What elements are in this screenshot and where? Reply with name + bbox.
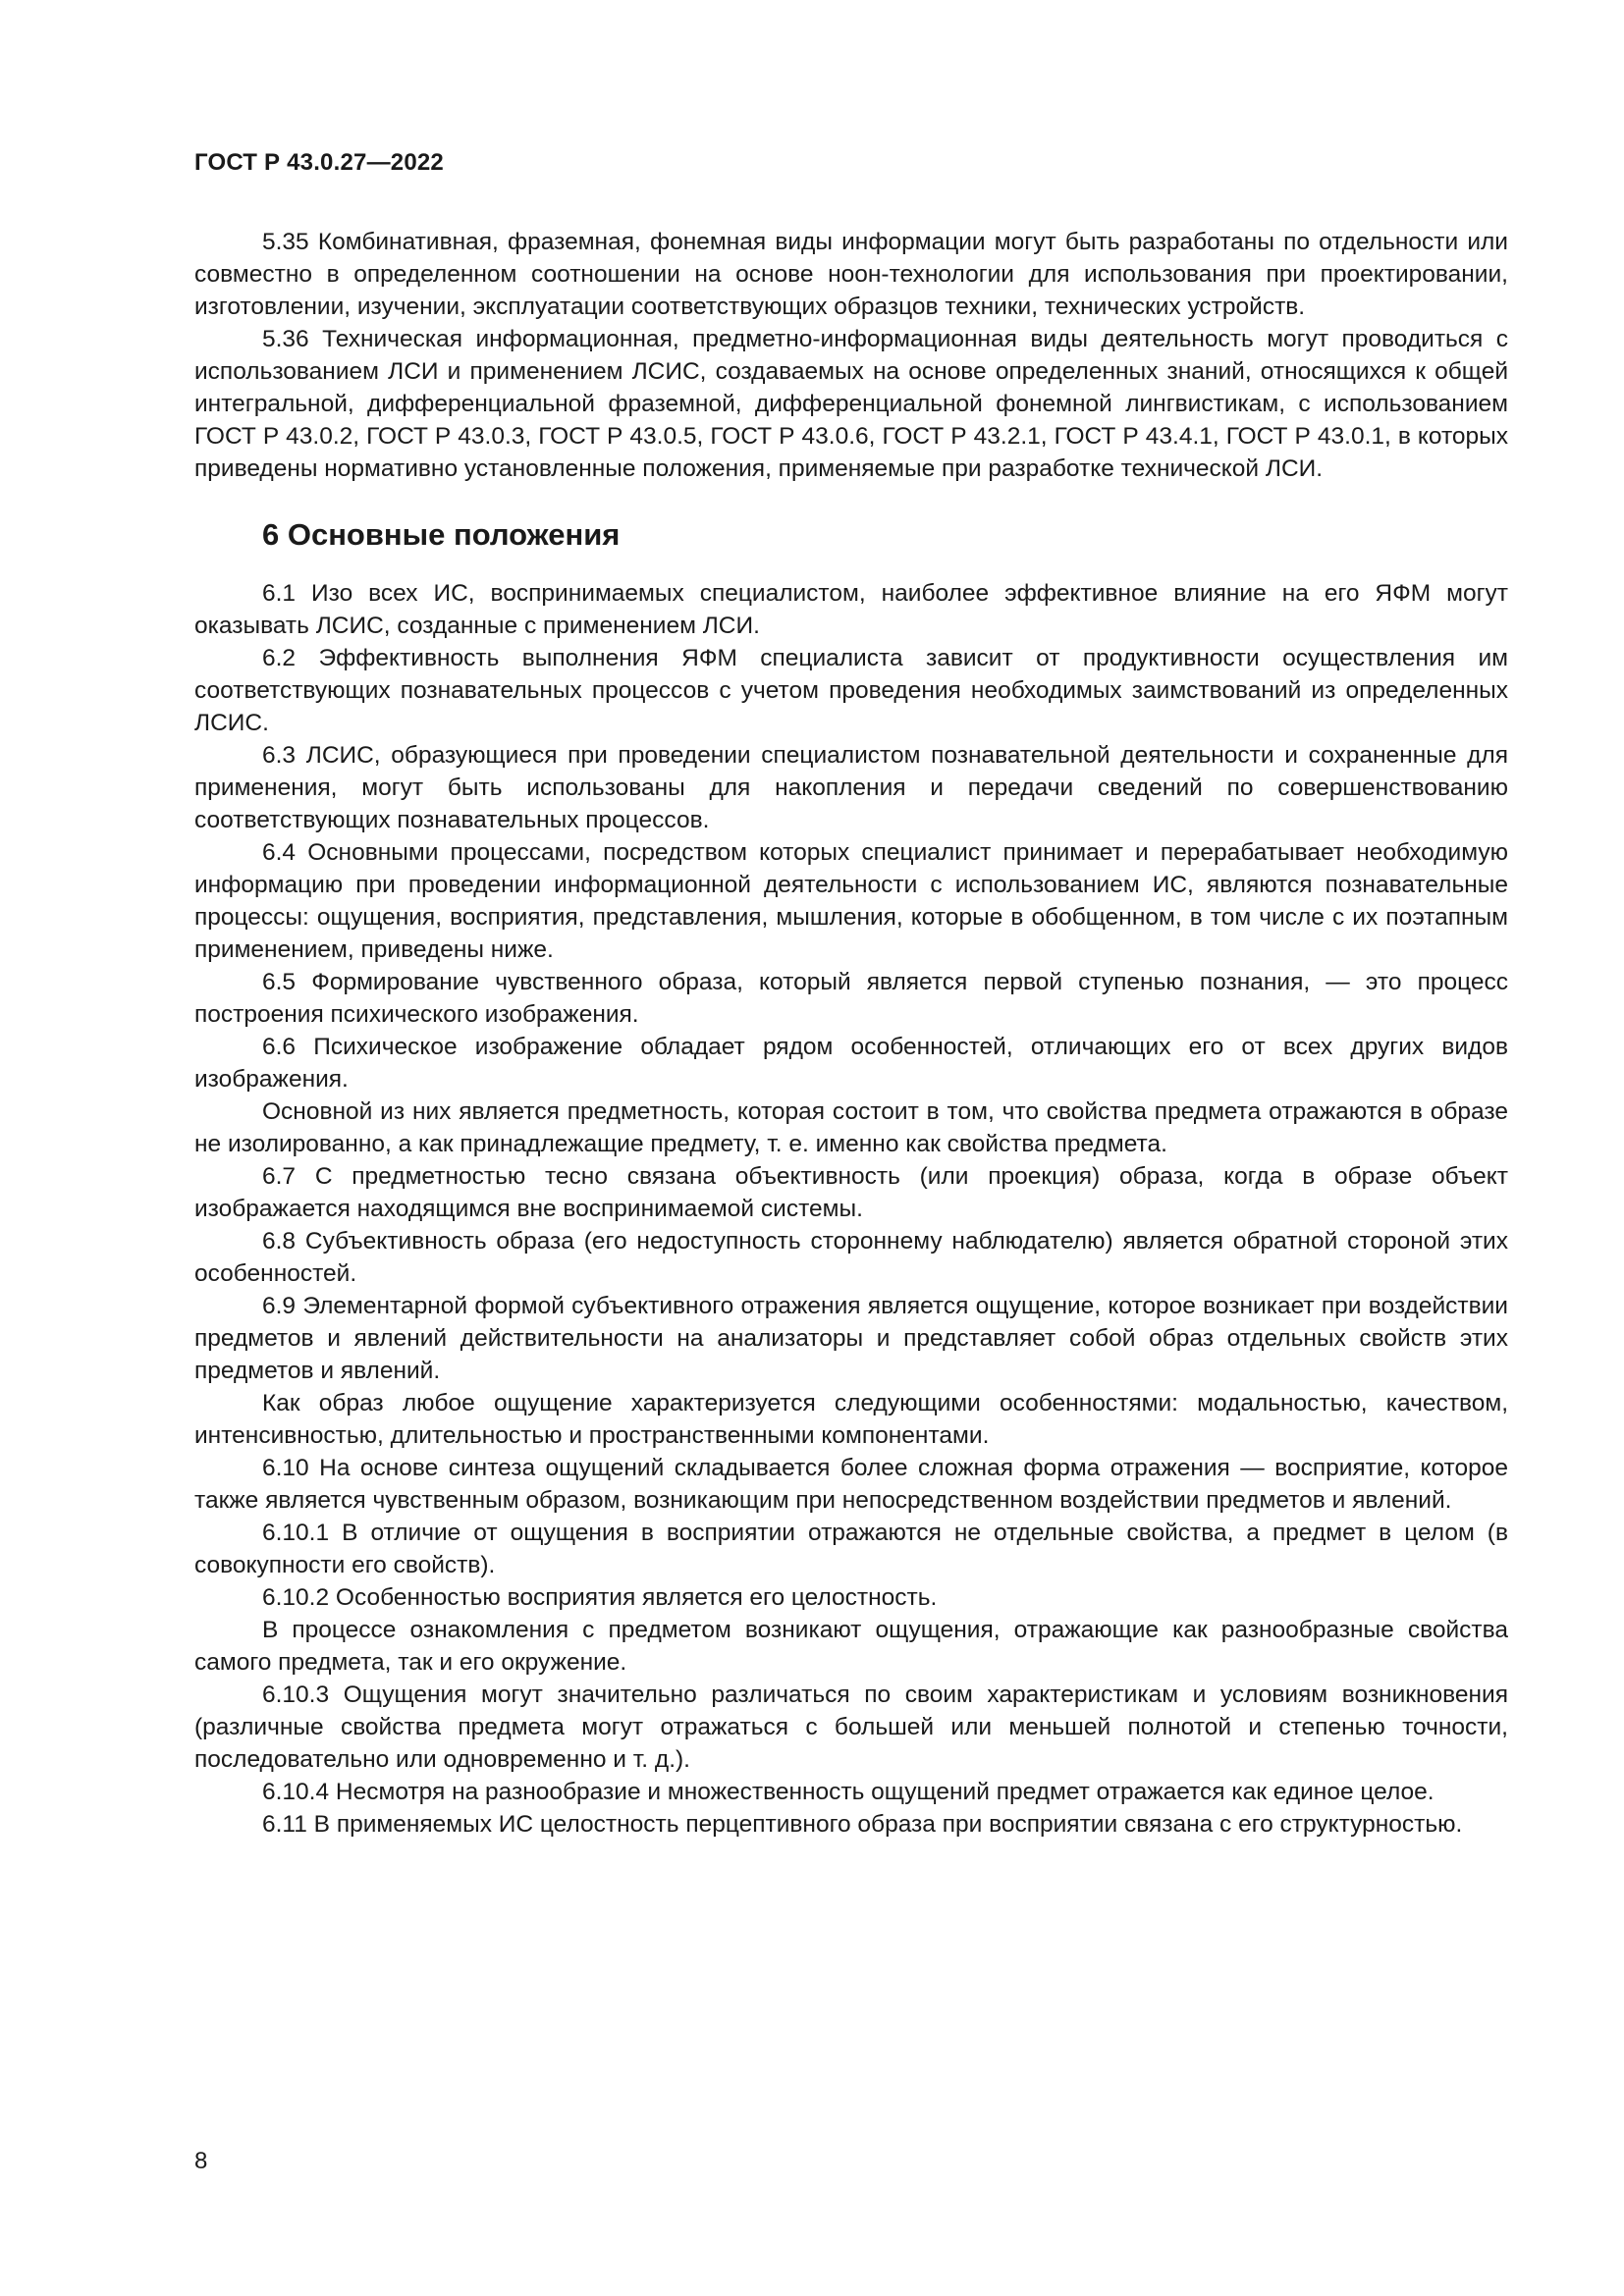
paragraph-6-6-continued: Основной из них является предметность, которая состоит в том, что свойства предмета отражаются в образе не изолированно, а как принадлежащие предмету, т. е. именно как свойства предмета. [194, 1098, 1508, 1157]
paragraph-6-10-4: 6.10.4 Несмотря на разнообразие и множественность ощущений предмет отражается как единое целое. [262, 1779, 1435, 1805]
page-number: 8 [194, 2148, 208, 2174]
paragraph-6-9: 6.9 Элементарной формой субъективного отражения является ощущение, которое возникает при воздействии предметов и явлений действительности на анализаторы и представляет собой образ отдельных свойств этих предметов и явлений. [194, 1293, 1508, 1384]
paragraph-6-4: 6.4 Основными процессами, посредством которых специалист принимает и перерабатывает необходимую информацию при проведении информационной деятельности с использованием ИС, являются познавательные процессы: ощущения, восприятия, представления, мышления, которые в обобщенном, в том числе с их поэтапным применением, приведены ниже. [194, 839, 1508, 963]
paragraph-6-11: 6.11 В применяемых ИС целостность перцептивного образа при восприятии связана с его структурностью. [262, 1811, 1463, 1838]
paragraph-6-10-2-continued: В процессе ознакомления с предметом возникают ощущения, отражающие как разнообразные свойства самого предмета, так и его окружение. [194, 1617, 1508, 1676]
paragraph-5-35: 5.35 Комбинативная, фраземная, фонемная виды информации могут быть разработаны по отдельности или совместно в определенном соотношении на основе ноон-технологии для использования при проектировании, изготовлении, изучении, эксплуатации соответствующих образцов техники, технических устройств. [194, 229, 1508, 320]
paragraph-6-5: 6.5 Формирование чувственного образа, который является первой ступенью познания, — это процесс построения психического изображения. [194, 969, 1508, 1028]
paragraph-6-7: 6.7 С предметностью тесно связана объективность (или проекция) образа, когда в образе объект изображается находящимся вне воспринимаемой системы. [194, 1163, 1508, 1222]
document-body [194, 226, 1508, 1841]
paragraph-6-8: 6.8 Субъективность образа (его недоступность стороннему наблюдателю) является обратной стороной этих особенностей. [194, 1228, 1508, 1287]
paragraph-6-10: 6.10 На основе синтеза ощущений складывается более сложная форма отражения — восприятие, которое также является чувственным образом, возникающим при непосредственном воздействии предметов и явлений. [194, 1455, 1508, 1514]
paragraph-6-10-2: 6.10.2 Особенностью восприятия является его целостность. [262, 1584, 938, 1611]
section-title: 6 Основные положения [262, 517, 621, 552]
paragraph-6-1: 6.1 Изо всех ИС, воспринимаемых специалистом, наиболее эффективное влияние на его ЯФМ могут оказывать ЛСИС, созданные с применением ЛСИ. [194, 580, 1508, 639]
paragraph-6-2: 6.2 Эффективность выполнения ЯФМ специалиста зависит от продуктивности осуществления им соответствующих познавательных процессов с учетом проведения необходимых заимствований из определенных ЛСИС. [194, 645, 1508, 736]
paragraph-5-36: 5.36 Техническая информационная, предметно-информационная виды деятельность могут проводиться с использованием ЛСИ и применением ЛСИС, создаваемых на основе определенных знаний, относящихся к общей интегральной, дифференциальной фраземной, дифференциальной фонемной лингвистикам, с использованием ГОСТ Р 43.0.2, ГОСТ Р 43.0.3, ГОСТ Р 43.0.5, ГОСТ Р 43.0.6, ГОСТ Р 43.2.1, ГОСТ Р 43.4.1, ГОСТ Р 43.0.1, в которых приведены нормативно установленные положения, применяемые при разработке технической ЛСИ. [194, 326, 1508, 482]
document-code-header: ГОСТ Р 43.0.27—2022 [194, 149, 444, 176]
paragraph-6-10-3: 6.10.3 Ощущения могут значительно различаться по своим характеристикам и условиям возникновения (различные свойства предмета могут отражаться с большей или меньшей полнотой и степенью точности, последовательно или одновременно и т. д.). [194, 1682, 1508, 1773]
paragraph-6-9-continued: Как образ любое ощущение характеризуется следующими особенностями: модальностью, качеством, интенсивностью, длительностью и пространственными компонентами. [194, 1390, 1508, 1449]
paragraph-6-6: 6.6 Психическое изображение обладает рядом особенностей, отличающих его от всех других видов изображения. [194, 1034, 1508, 1093]
paragraph-6-10-1: 6.10.1 В отличие от ощущения в восприятии отражаются не отдельные свойства, а предмет в целом (в совокупности его свойств). [194, 1520, 1508, 1578]
paragraph-6-3: 6.3 ЛСИС, образующиеся при проведении специалистом познавательной деятельности и сохраненные для применения, могут быть использованы для накопления и передачи сведений по совершенствованию соответствующих познавательных процессов. [194, 742, 1508, 833]
